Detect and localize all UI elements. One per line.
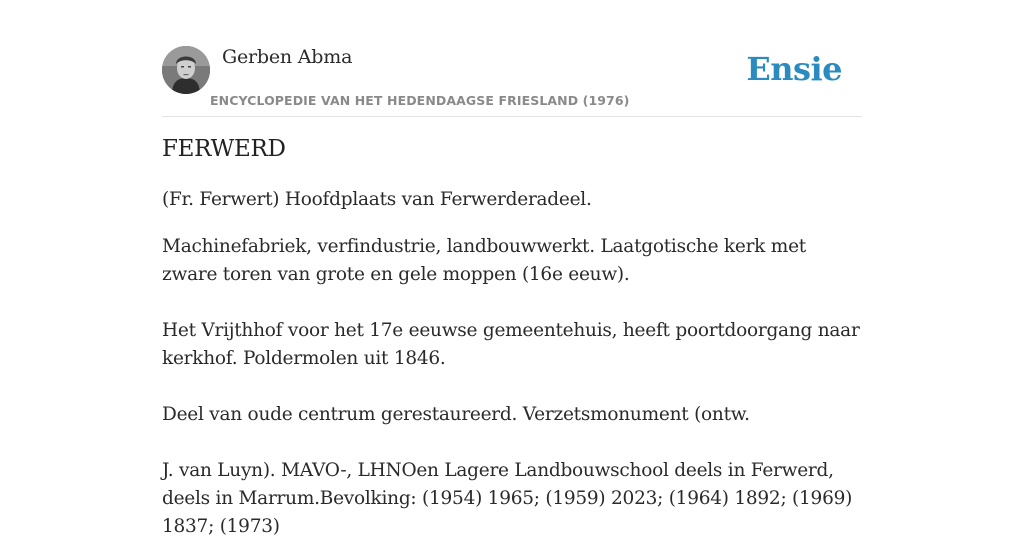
article-paragraph: Deel van oude centrum gerestaureerd. Verzetsmonument (ontw. — [162, 404, 750, 425]
source-title[interactable]: ENCYCLOPEDIE VAN HET HEDENDAAGSE FRIESLAND (1976) — [210, 93, 630, 108]
author-avatar[interactable] — [162, 46, 210, 94]
article-paragraph: Machinefabriek, verfindustrie, landbouwwerkt. Laatgotische kerk met zware toren van grote en gele moppen (16e eeuw). — [162, 236, 806, 285]
article-title: FERWERD — [162, 136, 286, 162]
site-logo[interactable]: Ensie — [746, 50, 842, 88]
article-paragraph: (Fr. Ferwert) Hoofdplaats van Ferwerderadeel. — [162, 189, 592, 210]
article-body — [162, 136, 862, 541]
article-paragraph: J. van Luyn). MAVO-, LHNOen Lagere Landbouwschool deels in Ferwerd, deels in Marrum.Bevolking: (1954) 1965; (1959) 2023; (1964) 1892; (1969) 1837; (1973) — [162, 460, 853, 537]
article-paragraph: Het Vrijthhof voor het 17e eeuwse gemeentehuis, heeft poortdoorgang naar kerkhof. Poldermolen uit 1846. — [162, 320, 860, 369]
author-name[interactable]: Gerben Abma — [222, 46, 353, 68]
author-portrait-icon — [162, 46, 210, 94]
article-header — [162, 46, 862, 117]
